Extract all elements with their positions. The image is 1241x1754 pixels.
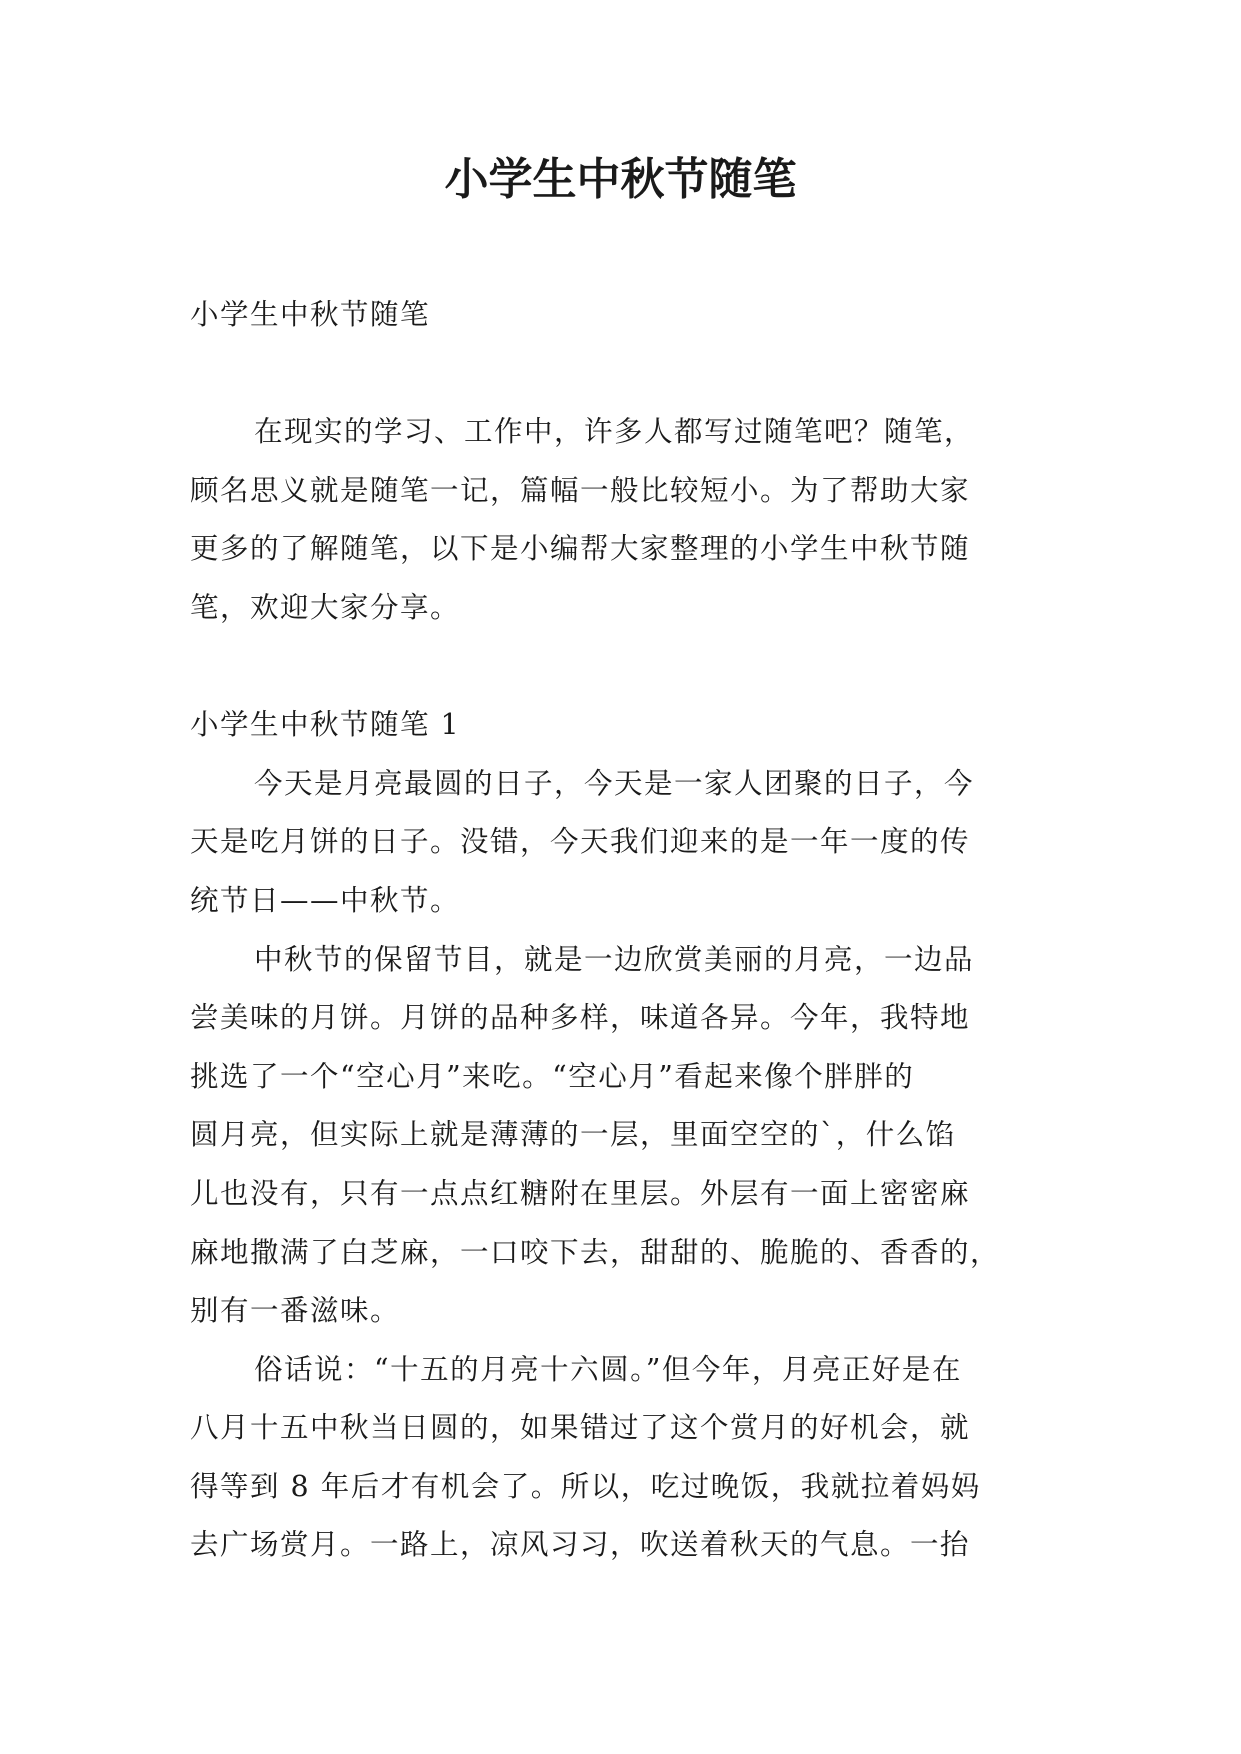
section-heading: 小学生中秋节随笔 1 <box>190 708 461 742</box>
spacer <box>190 345 1050 404</box>
body-paragraph-1 <box>190 755 1050 931</box>
text-line: 挑选了一个“空心月”来吃。“空心月”看起来像个胖胖的 <box>190 1059 915 1093</box>
text-line: 麻地撒满了白芝麻，一口咬下去，甜甜的、脆脆的、香香的， <box>190 1235 1001 1269</box>
spacer <box>190 638 1050 697</box>
text-line: 在现实的学习、工作中，许多人都写过随笔吧？随笔， <box>254 415 975 449</box>
document-title: 小学生中秋节随笔 <box>444 154 797 205</box>
text-line: 八月十五中秋当日圆的，如果错过了这个赏月的好机会，就 <box>190 1411 971 1445</box>
text-line: 别有一番滋味。 <box>190 1294 401 1328</box>
text-line: 儿也没有，只有一点点红糖附在里层。外层有一面上密密麻 <box>190 1176 971 1210</box>
text-line: 顾名思义就是随笔一记，篇幅一般比较短小。为了帮助大家 <box>190 473 971 507</box>
text-line: 尝美味的月饼。月饼的品种多样，味道各异。今年，我特地 <box>190 1001 971 1035</box>
text-line: 中秋节的保留节目，就是一边欣赏美丽的月亮，一边品 <box>254 942 975 976</box>
text-line: 得等到 8 年后才有机会了。所以，吃过晚饭，我就拉着妈妈 <box>190 1469 981 1503</box>
text-line: 俗话说：“十五的月亮十六圆。”但今年，月亮正好是在 <box>254 1352 962 1386</box>
text-line: 去广场赏月。一路上，凉风习习，吹送着秋天的气息。一抬 <box>190 1528 971 1562</box>
document-subtitle: 小学生中秋节随笔 <box>190 298 431 331</box>
text-line: 统节日——中秋节。 <box>190 883 461 917</box>
body-paragraph-3 <box>190 1341 1050 1575</box>
text-line: 天是吃月饼的日子。没错，今天我们迎来的是一年一度的传 <box>190 825 971 859</box>
intro-paragraph <box>190 403 1050 637</box>
text-line: 今天是月亮最圆的日子，今天是一家人团聚的日子，今 <box>254 766 975 800</box>
document-body <box>190 286 1050 1575</box>
text-line: 更多的了解随笔，以下是小编帮大家整理的小学生中秋节随 <box>190 532 971 566</box>
body-paragraph-2 <box>190 931 1050 1341</box>
text-line: 圆月亮，但实际上就是薄薄的一层，里面空空的`，什么馅 <box>190 1118 956 1152</box>
text-line: 笔，欢迎大家分享。 <box>190 590 461 624</box>
